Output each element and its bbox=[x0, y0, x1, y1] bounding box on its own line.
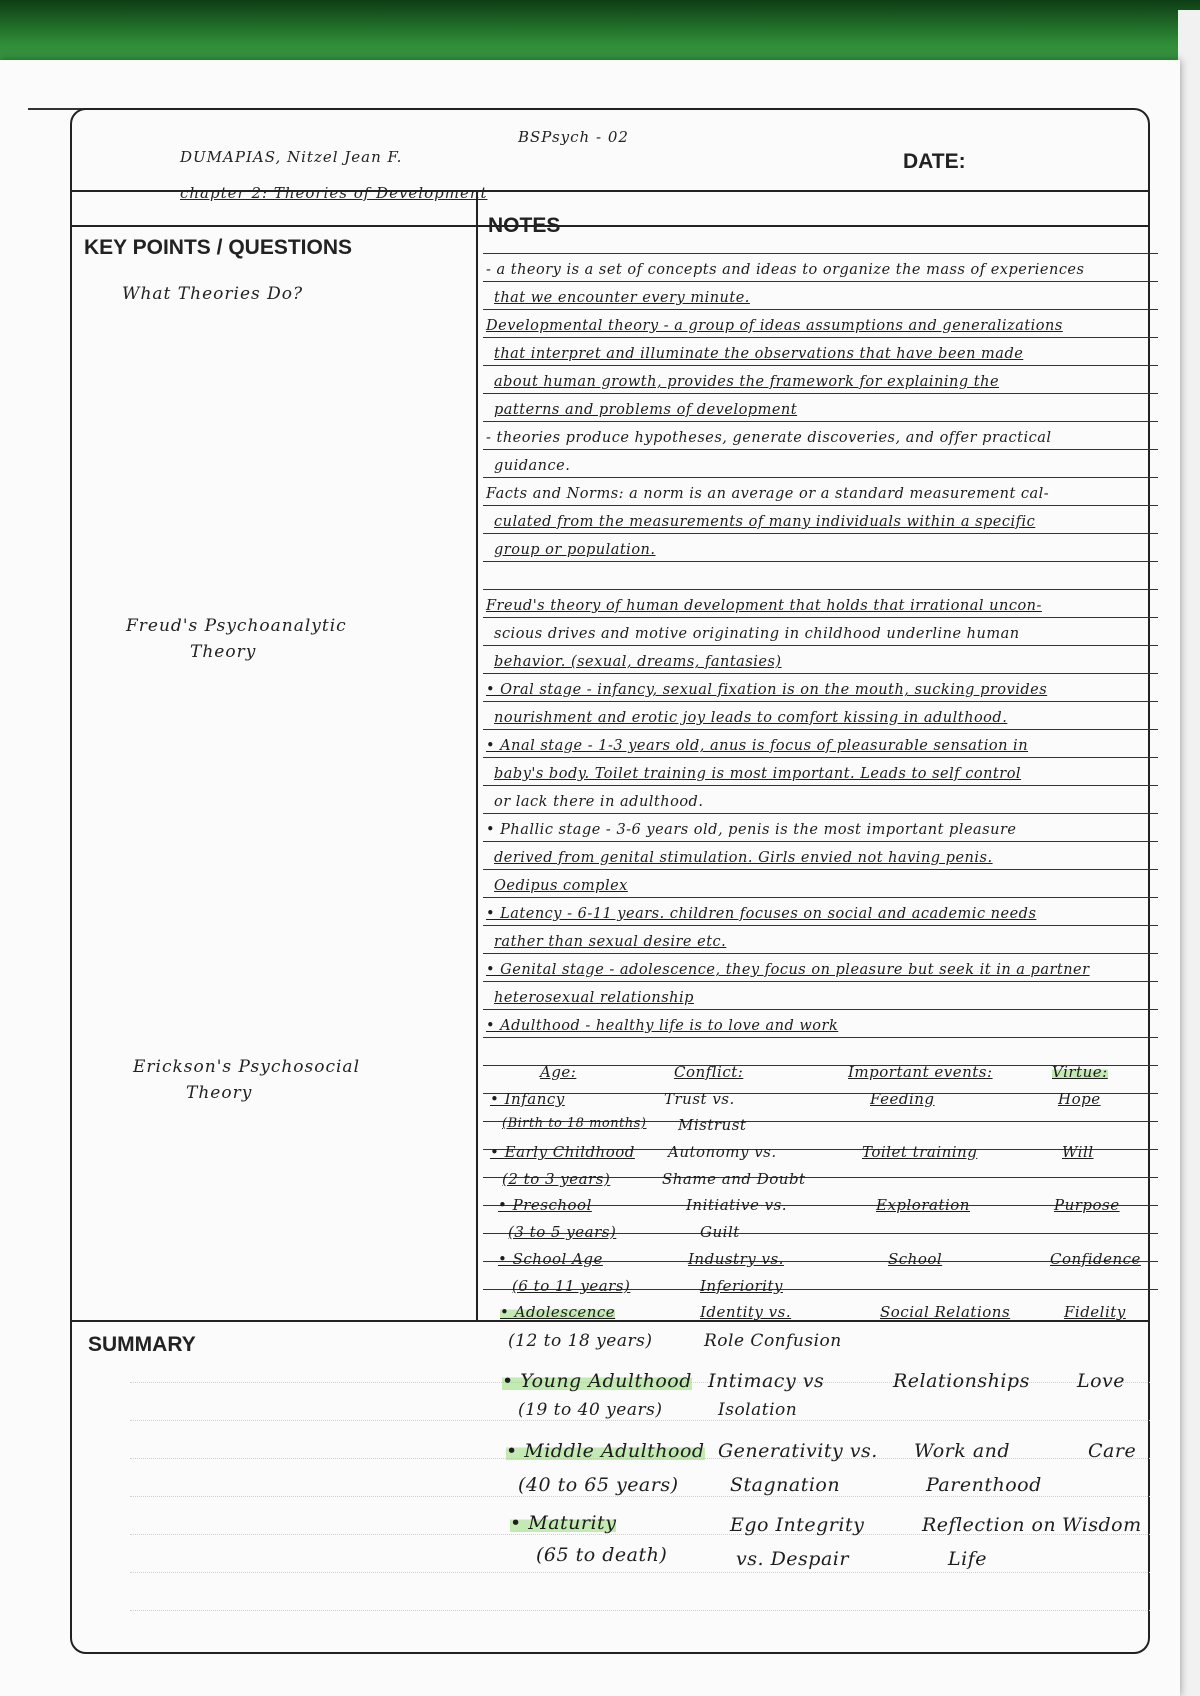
note-line: • Phallic stage - 3-6 years old, penis is the most important pleasure bbox=[486, 822, 1017, 838]
table-cell-conflict: Identity vs. bbox=[700, 1303, 792, 1321]
table-cell-age: • Middle Adulthood bbox=[506, 1440, 705, 1462]
table-cell-age-range: (40 to 65 years) bbox=[518, 1474, 679, 1496]
note-line: Facts and Norms: a norm is an average or a standard measurement cal- bbox=[486, 486, 1050, 502]
table-cell-conflict: Ego Integrity bbox=[730, 1514, 865, 1536]
table-cell-conflict-2: Shame and Doubt bbox=[662, 1170, 806, 1188]
ruled-line bbox=[483, 477, 1158, 478]
note-line: heterosexual relationship bbox=[494, 990, 694, 1006]
table-cell-age: • Adolescence bbox=[500, 1303, 616, 1321]
note-line: • Latency - 6-11 years. children focuses on social and academic needs bbox=[486, 906, 1037, 922]
table-cell-age-range: (3 to 5 years) bbox=[508, 1223, 617, 1241]
table-cell-event: Feeding bbox=[870, 1090, 935, 1108]
ruled-line bbox=[483, 309, 1158, 310]
table-cell-conflict: Initiative vs. bbox=[686, 1196, 788, 1214]
table-cell-event-2: Life bbox=[948, 1548, 987, 1570]
table-cell-virtue: Love bbox=[1077, 1370, 1126, 1392]
ruled-line bbox=[483, 505, 1158, 506]
table-cell-conflict-2: Isolation bbox=[718, 1400, 798, 1420]
note-line: behavior. (sexual, dreams, fantasies) bbox=[494, 654, 782, 670]
ruled-line bbox=[483, 1009, 1158, 1010]
note-line: or lack there in adulthood. bbox=[494, 794, 704, 810]
table-cell-age-range: (2 to 3 years) bbox=[502, 1170, 611, 1188]
table-cell-age: • School Age bbox=[498, 1250, 603, 1268]
note-line: guidance. bbox=[494, 458, 571, 474]
table-cell-event: Reflection on bbox=[922, 1514, 1057, 1536]
note-line: derived from genital stimulation. Girls envied not having penis. bbox=[494, 850, 993, 866]
ruled-line bbox=[483, 645, 1158, 646]
ruled-line bbox=[483, 1037, 1158, 1038]
table-cell-virtue: Wisdom bbox=[1062, 1514, 1142, 1536]
summary-rule bbox=[130, 1420, 1150, 1421]
table-cell-age: • Young Adulthood bbox=[502, 1370, 692, 1392]
table-cell-conflict-2: Mistrust bbox=[678, 1116, 747, 1134]
table-cell-age: • Infancy bbox=[490, 1090, 565, 1108]
table-cell-event: School bbox=[888, 1250, 943, 1268]
table-cell-age-range: (Birth to 18 months) bbox=[502, 1116, 647, 1131]
table-cell-age-range: (19 to 40 years) bbox=[518, 1400, 663, 1420]
note-line: - theories produce hypotheses, generate discoveries, and offer practical bbox=[486, 430, 1052, 446]
note-line: Developmental theory - a group of ideas assumptions and generalizations bbox=[486, 318, 1063, 334]
ruled-line bbox=[483, 953, 1158, 954]
table-cell-virtue: Will bbox=[1062, 1143, 1094, 1161]
summary-rule bbox=[130, 1572, 1150, 1573]
key-points-heading: KEY POINTS / QUESTIONS bbox=[84, 236, 352, 259]
table-cell-age-range: (12 to 18 years) bbox=[508, 1331, 653, 1351]
table-header-events: Important events: bbox=[848, 1063, 993, 1081]
ruled-line bbox=[483, 421, 1158, 422]
ruled-line bbox=[483, 981, 1158, 982]
note-line: culated from the measurements of many individuals within a specific bbox=[494, 514, 1036, 530]
summary-rule bbox=[130, 1496, 1150, 1497]
ruled-line bbox=[483, 365, 1158, 366]
ruled-line bbox=[483, 813, 1158, 814]
table-cell-conflict-2: Inferiority bbox=[700, 1277, 783, 1295]
note-line: • Anal stage - 1-3 years old, anus is focus of pleasurable sensation in bbox=[486, 738, 1029, 754]
paper-edge bbox=[1178, 10, 1200, 1696]
table-cell-virtue: Hope bbox=[1058, 1090, 1101, 1108]
table-cell-event: Relationships bbox=[893, 1370, 1030, 1392]
ruled-line bbox=[483, 1093, 1158, 1094]
note-line: nourishment and erotic joy leads to comfort kissing in adulthood. bbox=[494, 710, 1008, 726]
note-line: Freud's theory of human development that holds that irrational uncon- bbox=[486, 598, 1042, 614]
table-cell-age: • Preschool bbox=[498, 1196, 592, 1214]
note-line: rather than sexual desire etc. bbox=[494, 934, 727, 950]
ruled-line bbox=[483, 729, 1158, 730]
key-question-what-theories: What Theories Do? bbox=[122, 284, 304, 304]
table-cell-event: Social Relations bbox=[880, 1303, 1011, 1321]
ruled-line bbox=[483, 673, 1158, 674]
table-cell-conflict: Trust vs. bbox=[664, 1090, 735, 1108]
ruled-line bbox=[483, 393, 1158, 394]
key-question-erickson-1: Erickson's Psychosocial bbox=[133, 1057, 361, 1077]
table-header-virtue: Virtue: bbox=[1052, 1063, 1108, 1081]
key-question-erickson-2: Theory bbox=[186, 1083, 253, 1103]
note-line: • Adulthood - healthy life is to love and work bbox=[486, 1018, 839, 1034]
course-section: BSPsych - 02 bbox=[518, 128, 629, 146]
note-line: that we encounter every minute. bbox=[494, 290, 750, 306]
table-cell-conflict-2: vs. Despair bbox=[736, 1548, 849, 1570]
table-cell-conflict: Intimacy vs bbox=[708, 1370, 825, 1392]
table-cell-conflict: Generativity vs. bbox=[718, 1440, 878, 1462]
note-line: about human growth, provides the framework for explaining the bbox=[494, 374, 1000, 390]
student-name: DUMAPIAS, Nitzel Jean F. bbox=[180, 148, 403, 166]
ruled-line bbox=[483, 281, 1158, 282]
key-question-freud-2: Theory bbox=[190, 642, 257, 662]
table-cell-age: • Early Childhood bbox=[490, 1143, 635, 1161]
table-cell-conflict-2: Stagnation bbox=[730, 1474, 841, 1496]
table-cell-conflict-2: Guilt bbox=[700, 1223, 740, 1241]
note-line: scious drives and motive originating in childhood underline human bbox=[494, 626, 1020, 642]
note-line: • Oral stage - infancy, sexual fixation is on the mouth, sucking provides bbox=[486, 682, 1048, 698]
table-cell-event: Work and bbox=[914, 1440, 1011, 1462]
note-line: that interpret and illuminate the observations that have been made bbox=[494, 346, 1024, 362]
chapter-title: chapter 2: Theories of Development bbox=[180, 184, 488, 202]
note-line: • Genital stage - adolescence, they focus on pleasure but seek it in a partner bbox=[486, 962, 1090, 978]
table-cell-age-range: (6 to 11 years) bbox=[512, 1277, 631, 1295]
key-question-freud-1: Freud's Psychoanalytic bbox=[126, 616, 347, 636]
table-cell-conflict: Autonomy vs. bbox=[668, 1143, 777, 1161]
note-line: - a theory is a set of concepts and ideas to organize the mass of experiences bbox=[486, 262, 1085, 278]
ruled-line bbox=[483, 561, 1158, 562]
summary-heading: SUMMARY bbox=[88, 1333, 196, 1356]
ruled-line bbox=[483, 841, 1158, 842]
ruled-line bbox=[483, 785, 1158, 786]
ruled-line bbox=[483, 449, 1158, 450]
note-line: group or population. bbox=[494, 542, 656, 558]
table-cell-age: • Maturity bbox=[510, 1512, 617, 1534]
ruled-line bbox=[483, 253, 1158, 254]
table-header-age: Age: bbox=[540, 1063, 577, 1081]
ruled-line bbox=[483, 337, 1158, 338]
ruled-line bbox=[483, 869, 1158, 870]
ruled-line bbox=[483, 757, 1158, 758]
ruled-line bbox=[483, 617, 1158, 618]
column-divider bbox=[476, 190, 478, 1320]
ruled-line bbox=[483, 533, 1158, 534]
date-label: DATE: bbox=[903, 150, 966, 173]
table-header-conflict: Conflict: bbox=[674, 1063, 744, 1081]
table-cell-event-2: Parenthood bbox=[926, 1474, 1042, 1496]
note-line: Oedipus complex bbox=[494, 878, 628, 894]
notes-heading: NOTES bbox=[488, 214, 561, 237]
ruled-line bbox=[483, 925, 1158, 926]
ruled-line bbox=[483, 897, 1158, 898]
table-cell-conflict-2: Role Confusion bbox=[704, 1331, 842, 1351]
table-cell-event: Exploration bbox=[876, 1196, 970, 1214]
table-cell-virtue: Purpose bbox=[1054, 1196, 1120, 1214]
table-cell-virtue: Fidelity bbox=[1064, 1303, 1126, 1321]
summary-rule bbox=[130, 1610, 1150, 1611]
ruled-line bbox=[483, 589, 1158, 590]
table-cell-age-range: (65 to death) bbox=[536, 1544, 668, 1566]
note-line: baby's body. Toilet training is most important. Leads to self control bbox=[494, 766, 1022, 782]
header-divider-2 bbox=[70, 225, 1150, 227]
table-cell-virtue: Confidence bbox=[1050, 1250, 1141, 1268]
ruled-line bbox=[483, 701, 1158, 702]
table-cell-event: Toilet training bbox=[862, 1143, 978, 1161]
table-cell-virtue: Care bbox=[1088, 1440, 1137, 1462]
note-line: patterns and problems of development bbox=[494, 402, 798, 418]
table-cell-conflict: Industry vs. bbox=[688, 1250, 784, 1268]
